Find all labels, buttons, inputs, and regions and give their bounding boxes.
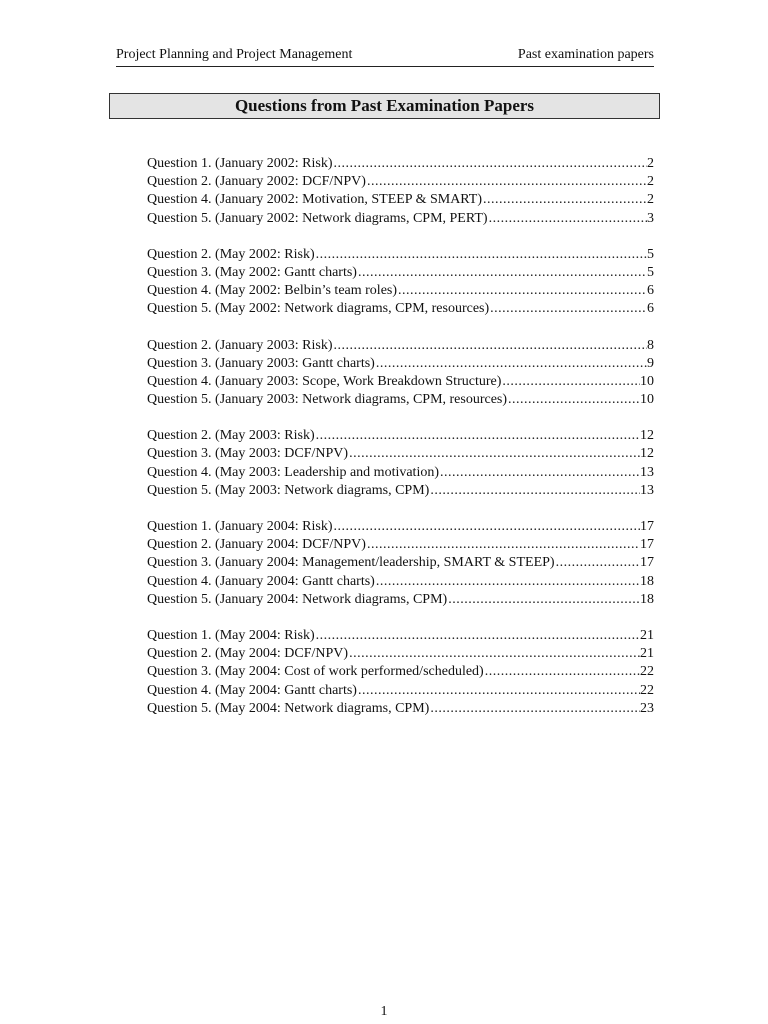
toc-entry[interactable] <box>147 663 654 681</box>
toc-entry-title: Question 5. (January 2002: Network diagrams, CPM, PERT) <box>147 210 488 226</box>
toc-group <box>147 627 654 718</box>
page-number: 1 <box>380 1004 388 1019</box>
toc-dot-leader <box>357 264 647 282</box>
toc-entry-page: 23 <box>640 700 654 716</box>
toc-entry[interactable] <box>147 246 654 264</box>
toc-entry[interactable] <box>147 627 654 645</box>
toc-dot-leader <box>555 554 640 572</box>
toc-dot-leader <box>507 391 640 409</box>
toc-entry-title: Question 1. (January 2002: Risk) <box>147 156 333 171</box>
toc-entry[interactable] <box>147 482 654 500</box>
toc-dot-leader <box>484 663 640 681</box>
toc-entry[interactable] <box>147 173 654 191</box>
toc-entry[interactable] <box>147 518 654 536</box>
running-header <box>116 46 654 67</box>
toc-dot-leader <box>366 536 640 554</box>
toc-entry[interactable] <box>147 337 654 355</box>
toc-group <box>147 518 654 609</box>
toc-entry-page: 8 <box>647 337 654 353</box>
toc-entry-page: 13 <box>640 482 654 498</box>
toc-entry-title: Question 2. (May 2002: Risk) <box>147 246 315 262</box>
toc-entry-page: 22 <box>640 682 654 698</box>
toc-entry-title: Question 5. (May 2004: Network diagrams, CPM) <box>147 700 430 716</box>
toc-dot-leader <box>375 573 640 591</box>
toc-entry[interactable] <box>147 427 654 445</box>
toc-entry-title: Question 5. (May 2003: Network diagrams, CPM) <box>147 482 430 498</box>
toc-dot-leader <box>332 518 640 536</box>
toc-entry-title: Question 4. (January 2004: Gantt charts) <box>147 573 375 589</box>
toc-dot-leader <box>429 700 640 718</box>
toc-group <box>147 337 654 410</box>
toc-entry[interactable] <box>147 554 654 572</box>
toc-dot-leader <box>315 246 647 264</box>
page-title: Questions from Past Examination Papers <box>109 93 660 119</box>
toc-dot-leader <box>489 300 647 318</box>
toc-entry[interactable] <box>147 536 654 554</box>
toc-entry-page: 21 <box>640 627 654 643</box>
toc-entry[interactable] <box>147 700 654 718</box>
toc-entry[interactable] <box>147 591 654 609</box>
toc-dot-leader <box>348 445 640 463</box>
toc-entry-page: 17 <box>640 519 654 534</box>
toc-entry-page: 9 <box>647 355 654 371</box>
header-section-title: Past examination papers <box>517 47 654 62</box>
header-course-title: Project Planning and Project Management <box>116 47 353 62</box>
toc-entry-title: Question 2. (May 2004: DCF/NPV) <box>147 646 349 662</box>
toc-entry-title: Question 5. (January 2003: Network diagrams, CPM, resources) <box>147 392 508 408</box>
toc-entry-title: Question 2. (May 2003: Risk) <box>147 428 315 444</box>
toc-dot-leader <box>488 210 647 228</box>
toc-entry-title: Question 4. (May 2004: Gantt charts) <box>147 682 357 698</box>
toc-entry-page: 22 <box>640 664 654 680</box>
toc-entry-title: Question 3. (January 2004: Management/leadership, SMART & STEEP) <box>147 555 555 571</box>
toc-entry[interactable] <box>147 191 654 209</box>
toc-entry-page: 13 <box>640 464 654 480</box>
toc-group <box>147 155 654 228</box>
toc-dot-leader <box>501 373 640 391</box>
toc-entry-page: 2 <box>647 156 654 171</box>
toc-entry-title: Question 3. (May 2004: Cost of work performed/scheduled) <box>147 664 484 680</box>
toc-entry[interactable] <box>147 464 654 482</box>
toc-entry[interactable] <box>147 282 654 300</box>
toc-entry[interactable] <box>147 645 654 663</box>
toc-dot-leader <box>397 282 647 300</box>
toc-entry-page: 2 <box>647 174 654 190</box>
table-of-contents <box>147 155 654 736</box>
toc-entry[interactable] <box>147 682 654 700</box>
toc-entry[interactable] <box>147 373 654 391</box>
toc-dot-leader <box>429 482 640 500</box>
toc-entry-page: 17 <box>640 537 654 553</box>
toc-entry-title: Question 5. (January 2004: Network diagrams, CPM) <box>147 591 448 607</box>
toc-entry-page: 21 <box>640 646 654 662</box>
toc-group <box>147 427 654 500</box>
toc-group <box>147 246 654 319</box>
toc-entry[interactable] <box>147 300 654 318</box>
toc-entry-page: 6 <box>647 283 654 299</box>
toc-entry[interactable] <box>147 573 654 591</box>
toc-entry-page: 12 <box>640 446 654 462</box>
toc-entry-page: 5 <box>647 264 654 280</box>
toc-entry-title: Question 2. (January 2004: DCF/NPV) <box>147 537 366 553</box>
toc-entry-title: Question 3. (January 2003: Gantt charts) <box>147 355 375 371</box>
toc-entry[interactable] <box>147 445 654 463</box>
toc-entry-page: 12 <box>640 428 654 444</box>
toc-dot-leader <box>332 155 647 173</box>
toc-entry-title: Question 4. (May 2002: Belbin’s team roles) <box>147 283 398 299</box>
toc-dot-leader <box>447 591 640 609</box>
toc-entry-page: 18 <box>640 591 654 607</box>
toc-entry-title: Question 5. (May 2002: Network diagrams, CPM, resources) <box>147 301 490 317</box>
toc-dot-leader <box>366 173 647 191</box>
toc-entry[interactable] <box>147 210 654 228</box>
toc-dot-leader <box>315 627 640 645</box>
toc-dot-leader <box>348 645 640 663</box>
toc-dot-leader <box>357 682 640 700</box>
toc-entry-title: Question 1. (May 2004: Risk) <box>147 627 315 643</box>
toc-dot-leader <box>315 427 640 445</box>
toc-entry[interactable] <box>147 391 654 409</box>
toc-entry-page: 10 <box>640 392 654 408</box>
toc-entry-page: 17 <box>640 555 654 571</box>
toc-entry-title: Question 2. (January 2003: Risk) <box>147 337 333 353</box>
toc-entry-page: 5 <box>647 246 654 262</box>
toc-entry-title: Question 1. (January 2004: Risk) <box>147 519 333 534</box>
toc-entry-page: 6 <box>647 301 654 317</box>
toc-entry-title: Question 3. (May 2003: DCF/NPV) <box>147 446 349 462</box>
toc-entry-page: 2 <box>647 192 654 208</box>
toc-entry-title: Question 4. (May 2003: Leadership and motivation) <box>147 464 439 480</box>
toc-entry[interactable] <box>147 264 654 282</box>
toc-entry-title: Question 4. (January 2003: Scope, Work Breakdown Structure) <box>147 373 502 389</box>
toc-entry[interactable] <box>147 355 654 373</box>
toc-entry-page: 10 <box>640 373 654 389</box>
toc-dot-leader <box>482 191 647 209</box>
toc-entry-page: 18 <box>640 573 654 589</box>
toc-dot-leader <box>375 355 647 373</box>
toc-entry-title: Question 3. (May 2002: Gantt charts) <box>147 264 357 280</box>
toc-entry-title: Question 2. (January 2002: DCF/NPV) <box>147 174 366 190</box>
toc-entry[interactable] <box>147 155 654 173</box>
toc-dot-leader <box>332 337 647 355</box>
toc-entry-title: Question 4. (January 2002: Motivation, STEEP & SMART) <box>147 192 483 208</box>
toc-dot-leader <box>439 464 640 482</box>
toc-entry-page: 3 <box>647 210 654 226</box>
